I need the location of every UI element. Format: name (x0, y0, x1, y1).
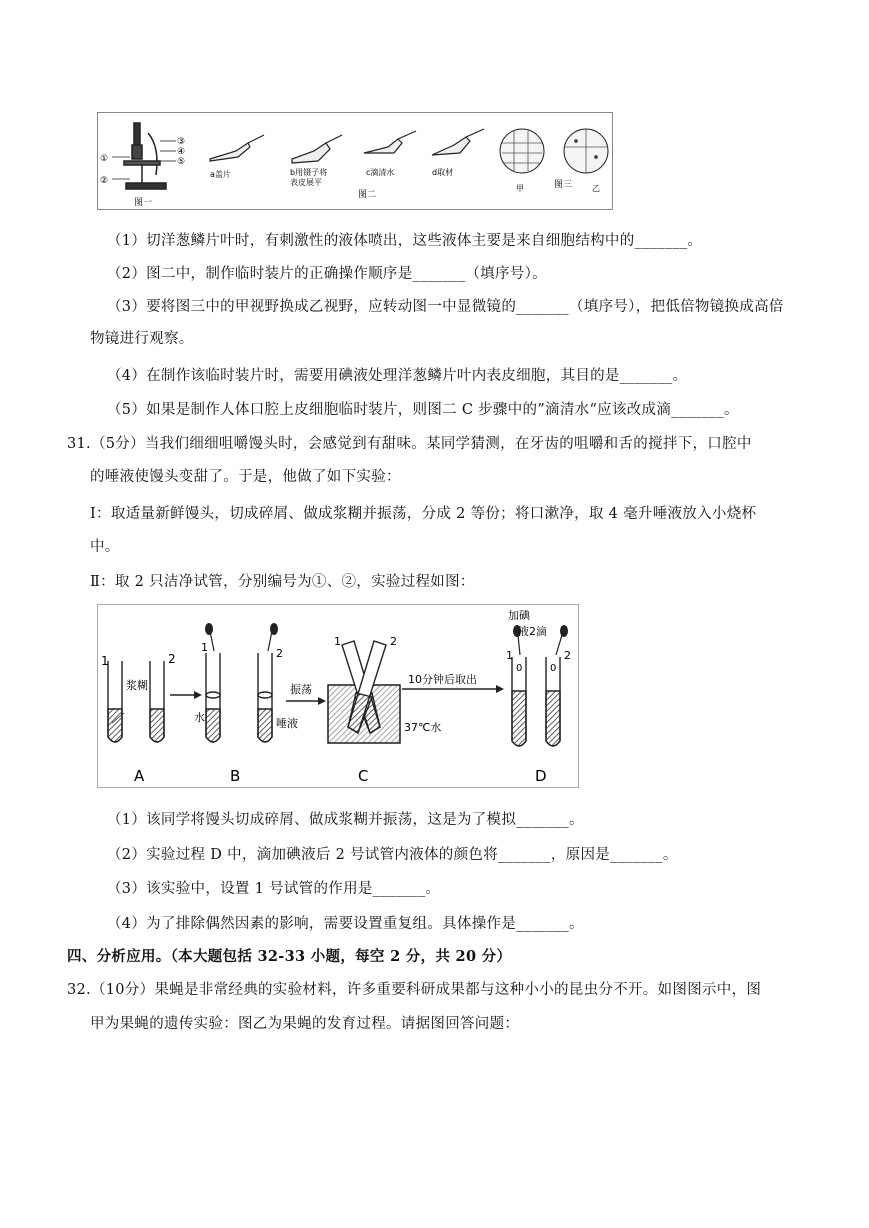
paste-label: 浆糊 (126, 679, 148, 692)
q30-item-5: （5）如果是制作人体口腔上皮细胞临时装片，则图二 C 步骤中的”滴清水“应该改成滴_______。 (107, 402, 739, 418)
shake-label: 振荡 (290, 683, 312, 696)
arrow-a-b-head (194, 691, 202, 699)
q31-step1-line1: Ⅰ：取适量新鲜馒头，切成碎屑、做成浆糊并振荡，分成 2 等份；将口漱净，取 4 毫升唾液放入小烧杯 (90, 506, 757, 522)
q31-item-3: （3）该实验中，设置 1 号试管的作用是_______。 (107, 881, 441, 897)
figure-microscope-svg (98, 113, 612, 209)
d-zero-2: 0 (550, 663, 557, 674)
mark-5: ⑤ (177, 157, 186, 167)
after-10min-label: 10分钟后取出 (408, 673, 477, 686)
c-tube-2: 2 (390, 635, 397, 648)
q31-step1-line2: 中。 (90, 539, 120, 555)
dropper-bulb-2 (270, 623, 278, 635)
figure-microscope-steps (97, 112, 613, 210)
stage-c (328, 641, 400, 743)
temp-label: 37℃水 (404, 721, 442, 734)
q31-step2: Ⅱ：取 2 只洁净试管，分别编号为①、②，实验过程如图： (90, 574, 475, 590)
label-d: D (535, 767, 547, 785)
step-sketches (210, 129, 484, 163)
stage-a (108, 661, 164, 742)
section-4-title: 四、分析应用。（本大题包括 32-33 小题，每空 2 分，共 20 分） (67, 948, 512, 965)
q32-line1: 32.（10分）果蝇是非常经典的实验材料，许多重要科研成果都与这种小小的昆虫分不开。如图图示中，图 (67, 982, 762, 998)
a-tube-1: 1 (101, 654, 109, 668)
water-label: 水 (194, 711, 205, 724)
mark-4: ④ (177, 147, 186, 157)
figure-test-tubes (97, 604, 579, 788)
step-a-label: a盖片 (210, 170, 231, 179)
q30-item-1: （1）切洋葱鳞片叶时，有刺激性的液体喷出，这些液体主要是来自细胞结构中的_______。 (107, 233, 703, 249)
step-d-label: d取材 (432, 168, 454, 177)
label-b: B (230, 767, 241, 785)
test-tubes-svg (98, 605, 578, 787)
step-c-label: c滴清水 (366, 168, 395, 177)
q31-intro-line2: 的唾液使馒头变甜了。于是，他做了如下实验： (90, 469, 401, 485)
b-tube-2: 2 (276, 647, 283, 660)
q30-item-3-line1: （3）要将图三中的甲视野换成乙视野，应转动图一中显微镜的_______（填序号），把低倍物镜换成高倍 (107, 299, 784, 315)
arrow-c-d-head (496, 685, 504, 693)
q31-item-1: （1）该同学将馒头切成碎屑、做成浆糊并振荡，这是为了模拟_______。 (107, 812, 584, 828)
fig1-caption: 图一 (134, 198, 153, 208)
mark-2: ② (100, 176, 109, 186)
d-tube-1: 1 (506, 649, 513, 662)
dropper-bulb-1 (205, 623, 213, 635)
q30-item-2: （2）图二中，制作临时装片的正确操作顺序是_______（填序号）。 (107, 266, 547, 282)
saliva-label: 唾液 (276, 717, 298, 730)
fig2-caption: 图二 (358, 190, 377, 200)
label-c: C (358, 767, 369, 785)
label-a: A (134, 767, 145, 785)
iodine-label-2: 液2滴 (518, 625, 547, 638)
c-tube-1: 1 (334, 635, 341, 648)
q32-line2: 甲为果蝇的遗传实验：图乙为果蝇的发育过程。请据图回答问题： (90, 1016, 520, 1032)
b-tube-1: 1 (201, 641, 208, 654)
microscope-drawing (112, 123, 176, 189)
q31-item-2: （2）实验过程 D 中，滴加碘液后 2 号试管内液体的颜色将_______，原因是_______。 (107, 847, 678, 863)
view-jia-circle (500, 129, 544, 173)
view-yi-label: 乙 (592, 184, 600, 193)
arrow-b-c-head (318, 697, 326, 705)
stage-b (206, 631, 272, 742)
mark-1: ① (100, 154, 109, 164)
step-b-label-2: 表皮展平 (290, 178, 322, 187)
q30-item-4: （4）在制作该临时装片时，需要用碘液处理洋葱鳞片叶内表皮细胞，其目的是_______。 (107, 368, 688, 384)
step-b-label-1: b用镊子将 (290, 168, 328, 177)
q30-item-3-line2: 物镜进行观察。 (90, 331, 194, 347)
iodine-label-1: 加碘 (508, 609, 530, 622)
d-zero-1: 0 (516, 663, 523, 674)
q31-intro-line1: 31.（5分）当我们细细咀嚼馒头时，会感觉到有甜味。某同学猜测，在牙齿的咀嚼和舌的搅拌下，口腔中 (67, 436, 752, 452)
q31-item-4: （4）为了排除偶然因素的影响，需要设置重复组。具体操作是_______。 (107, 916, 584, 932)
a-tube-2: 2 (168, 652, 176, 666)
stage-d (512, 635, 562, 746)
d-tube-2: 2 (564, 649, 571, 662)
fig3-caption: 图三 (554, 180, 573, 190)
view-jia-label: 甲 (516, 184, 524, 193)
d-dropper-bulb-2 (560, 625, 568, 637)
mark-3: ③ (177, 137, 186, 147)
